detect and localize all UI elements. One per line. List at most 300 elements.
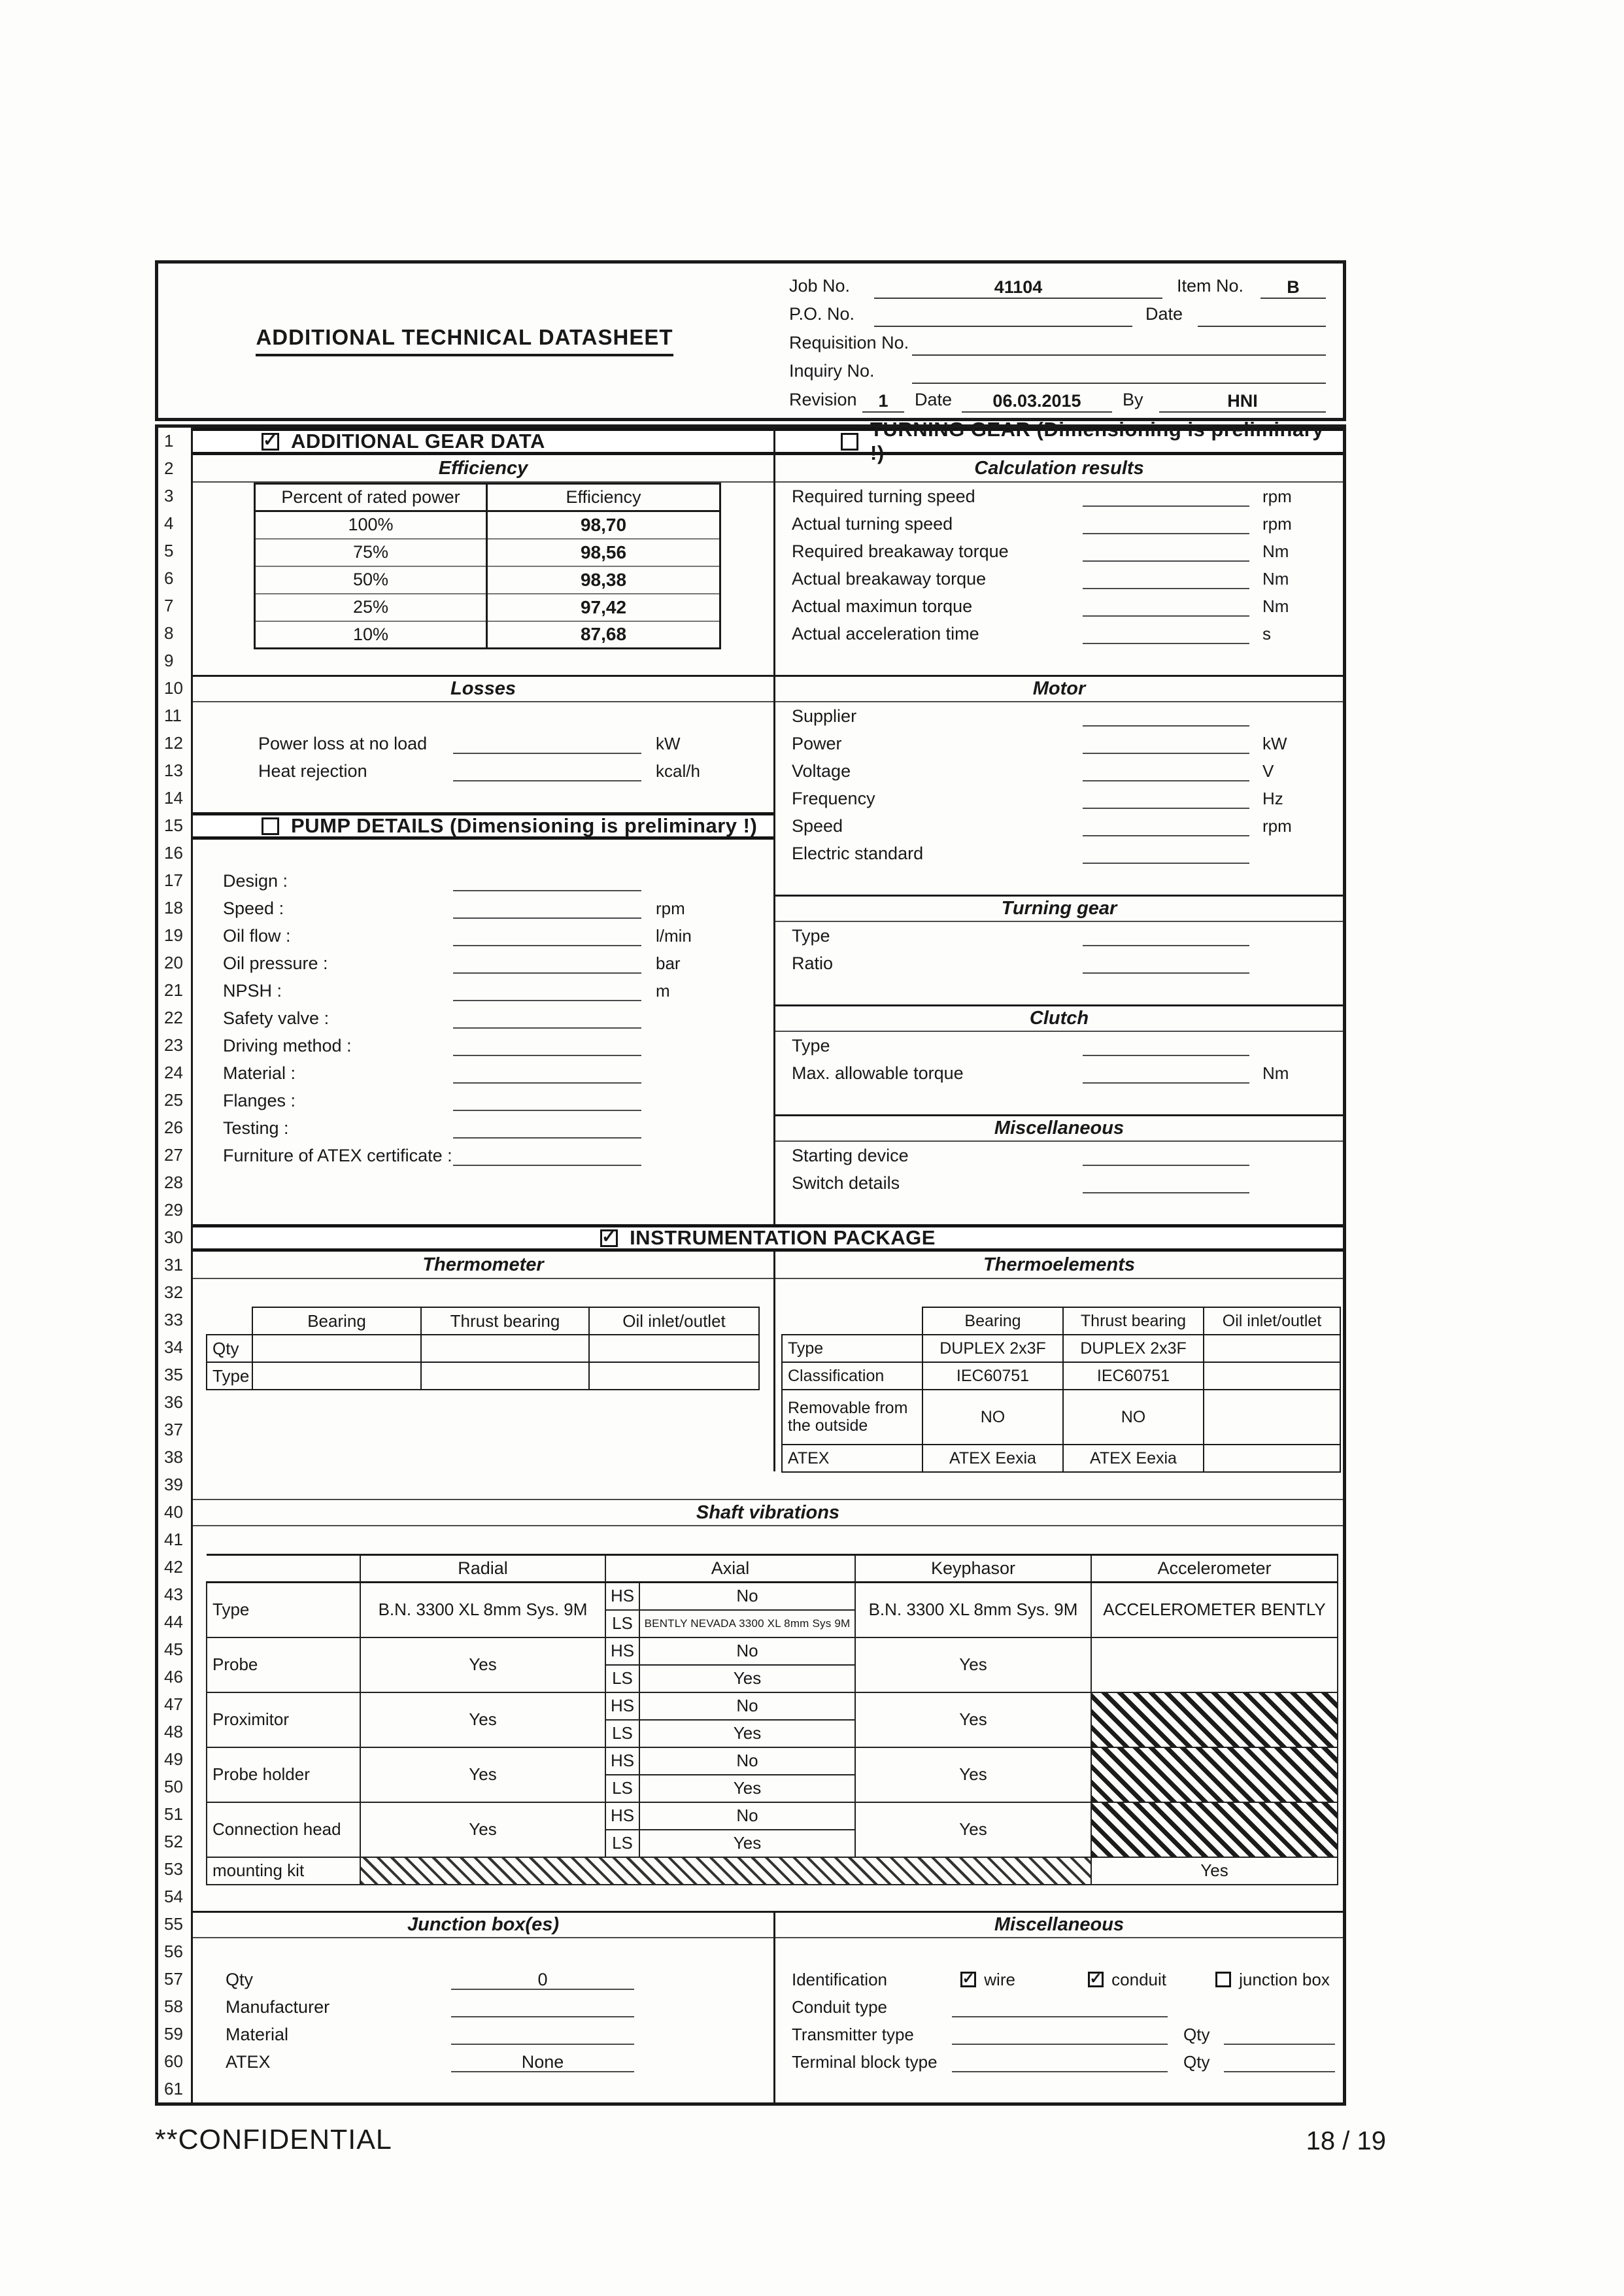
row-number: 25	[164, 1090, 183, 1110]
calculation-results-rows	[775, 483, 1343, 647]
row-number: 59	[164, 2023, 183, 2044]
hs-cell: HS	[605, 1802, 639, 1830]
field-label: Ratio	[792, 953, 834, 973]
row-number: 48	[164, 1721, 183, 1741]
checkbox-icon	[841, 433, 858, 451]
form-row	[193, 1114, 773, 1142]
confidential-stamp: **CONFIDENTIAL	[155, 2124, 392, 2155]
section-bar-turning-gear	[775, 418, 1343, 464]
miscellaneous-title: Miscellaneous	[775, 1114, 1343, 1142]
field-label: Speed :	[223, 898, 284, 918]
row-number: 31	[164, 1255, 183, 1275]
clutch-title: Clutch	[775, 1004, 1343, 1032]
field-label: Max. allowable torque	[792, 1063, 964, 1083]
value-cell: No	[639, 1692, 855, 1720]
option-label: conduit	[1111, 1969, 1167, 1989]
terminal-block-row	[775, 2048, 1343, 2076]
form-row	[775, 702, 1343, 730]
hs-cell: HS	[605, 1692, 639, 1720]
value-cell: DUPLEX 2x3F	[1063, 1335, 1204, 1362]
po-no-value	[874, 303, 1132, 327]
row-number: 34	[164, 1337, 183, 1357]
thermoelements-row: ATEX ATEX Eexia ATEX Eexia	[782, 1445, 1340, 1472]
row-number: 26	[164, 1118, 183, 1138]
column-header: Thrust bearing	[1063, 1307, 1204, 1335]
requisition-value	[912, 332, 1326, 356]
value-cell: IEC60751	[922, 1362, 1063, 1390]
unit-label: l/min	[656, 925, 692, 946]
field-label: Identification	[792, 1969, 887, 1989]
blank-field	[453, 730, 641, 757]
ls-cell: LS	[605, 1610, 639, 1637]
header-row-job	[789, 270, 1326, 299]
blank-field	[1083, 565, 1249, 592]
form-row	[193, 922, 773, 950]
value-cell: Yes	[855, 1637, 1091, 1692]
row-number: 20	[164, 953, 183, 973]
blank-field	[952, 2048, 1168, 2076]
row-number: 51	[164, 1804, 183, 1824]
by-value: HNI	[1159, 389, 1326, 413]
value-cell: NO	[922, 1390, 1063, 1445]
value-cell: Yes	[360, 1692, 605, 1747]
form-row	[193, 867, 773, 895]
field-label: Electric standard	[792, 843, 924, 863]
row-number: 61	[164, 2078, 183, 2099]
revision-value: 1	[862, 389, 904, 413]
value-cell: Yes	[360, 1747, 605, 1802]
blank-field	[1083, 510, 1249, 538]
section-bar-label: TURNING GEAR (Dimensioning is preliminary !)	[870, 418, 1324, 464]
inquiry-value	[912, 360, 1326, 384]
value-cell: ATEX Eexia	[922, 1445, 1063, 1472]
value-cell: No	[639, 1637, 855, 1665]
blank-field	[1083, 730, 1249, 757]
row-number: 33	[164, 1309, 183, 1329]
efficiency-cell: 98,56	[487, 539, 720, 566]
percent-cell: 10%	[255, 621, 487, 649]
ls-cell: LS	[605, 1665, 639, 1692]
row-number: 45	[164, 1639, 183, 1659]
blank-field	[1224, 2048, 1335, 2076]
row-number: 53	[164, 1859, 183, 1879]
ls-cell: LS	[605, 1775, 639, 1802]
form-content	[193, 418, 1343, 2102]
row-number: 40	[164, 1501, 183, 1522]
row-label: Type	[207, 1362, 252, 1390]
efficiency-col-header: Efficiency	[487, 484, 720, 511]
ls-cell: LS	[605, 1720, 639, 1747]
value-cell: No	[639, 1747, 855, 1775]
losses-rows	[193, 730, 773, 785]
hatched-cell	[1091, 1802, 1338, 1857]
row-number: 43	[164, 1584, 183, 1604]
row-number: 27	[164, 1145, 183, 1165]
efficiency-col-header: Percent of rated power	[255, 484, 487, 511]
value-cell: IEC60751	[1063, 1362, 1204, 1390]
row-number: 9	[164, 651, 174, 671]
pump-rows	[193, 867, 773, 1169]
form-row	[775, 538, 1343, 565]
form-row	[775, 483, 1343, 510]
miscellaneous-bottom-rows	[775, 1966, 1343, 2076]
value-cell: Yes	[855, 1692, 1091, 1747]
value-cell	[589, 1335, 759, 1362]
row-number: 41	[164, 1529, 183, 1549]
blank-field	[1083, 1169, 1249, 1197]
blank-field	[1083, 620, 1249, 647]
turning-gear-subtitle: Turning gear	[775, 895, 1343, 922]
percent-cell: 50%	[255, 566, 487, 594]
blank-field	[453, 922, 641, 950]
row-number: 3	[164, 486, 174, 506]
form-row	[775, 620, 1343, 647]
efficiency-cell: 97,42	[487, 594, 720, 621]
row-number: 60	[164, 2051, 183, 2071]
value-cell: ATEX Eexia	[1063, 1445, 1204, 1472]
column-header: Bearing	[922, 1307, 1063, 1335]
row-number: 10	[164, 678, 183, 698]
form-row	[193, 1993, 773, 2021]
date-value	[1198, 303, 1326, 327]
hatched-cell	[360, 1857, 1091, 1885]
row-number: 17	[164, 870, 183, 891]
blank-field	[1083, 812, 1249, 840]
row-number: 46	[164, 1666, 183, 1687]
rev-date-value: 06.03.2015	[962, 389, 1112, 413]
row-number: 8	[164, 623, 174, 643]
blank-field	[453, 895, 641, 922]
unit-label: rpm	[1262, 513, 1292, 534]
form-row	[775, 730, 1343, 757]
motor-rows	[775, 702, 1343, 867]
shaft-row-probe: Probe Yes HS No Yes	[207, 1637, 1338, 1665]
form-row	[775, 1169, 1343, 1197]
value-cell: DUPLEX 2x3F	[922, 1335, 1063, 1362]
form-row	[775, 840, 1343, 867]
checkbox-icon	[262, 433, 279, 451]
unit-label: Nm	[1262, 596, 1289, 616]
efficiency-row	[255, 621, 720, 649]
blank-field	[1083, 1032, 1249, 1059]
checkbox-icon	[262, 817, 279, 835]
row-number: 49	[164, 1749, 183, 1769]
row-number: 44	[164, 1611, 183, 1632]
efficiency-row	[255, 594, 720, 621]
value-cell: BENTLY NEVADA 3300 XL 8mm Sys 9M	[639, 1610, 855, 1637]
value-cell: NO	[1063, 1390, 1204, 1445]
row-number: 57	[164, 1968, 183, 1989]
unit-label: kW	[1262, 733, 1287, 753]
row-number: 24	[164, 1063, 183, 1083]
header-row-revision	[789, 384, 1326, 413]
row-number: 54	[164, 1886, 183, 1906]
value-cell: Yes	[639, 1720, 855, 1747]
form-row	[193, 1966, 773, 1993]
form-row	[775, 1142, 1343, 1169]
blank-field	[1083, 950, 1249, 977]
item-no-value: B	[1260, 275, 1326, 299]
field-label: Oil flow :	[223, 925, 291, 946]
hatched-cell	[1091, 1692, 1338, 1747]
conduit-type-row	[775, 1993, 1343, 2021]
hs-cell: HS	[605, 1747, 639, 1775]
rev-date-label: Date	[915, 389, 953, 409]
empty-cell	[207, 1555, 360, 1583]
row-number: 42	[164, 1556, 183, 1577]
field-label: Driving method :	[223, 1035, 352, 1055]
form-row	[775, 565, 1343, 592]
value-cell: Yes	[855, 1747, 1091, 1802]
losses-title: Losses	[193, 675, 773, 702]
row-number: 16	[164, 843, 183, 863]
blank-field	[1083, 483, 1249, 510]
value-field: None	[451, 2048, 634, 2076]
row-number: 12	[164, 733, 183, 753]
field-label: Manufacturer	[226, 1996, 330, 2017]
field-label: NPSH :	[223, 980, 282, 1001]
blank-field	[1083, 538, 1249, 565]
percent-cell: 75%	[255, 539, 487, 566]
blank-field	[1083, 785, 1249, 812]
form-row	[775, 922, 1343, 950]
form-row	[775, 1032, 1343, 1059]
field-label: Material	[226, 2024, 289, 2044]
form-row	[775, 592, 1343, 620]
column-header: Thrust bearing	[421, 1307, 589, 1335]
form-row	[193, 1004, 773, 1032]
row-number: 15	[164, 815, 183, 836]
value-cell: Yes	[639, 1665, 855, 1692]
shaft-row-proximitor: Proximitor Yes HS No Yes	[207, 1692, 1338, 1720]
blank-field	[453, 1004, 641, 1032]
value-cell: Yes	[360, 1802, 605, 1857]
form-row	[193, 757, 773, 785]
efficiency-cell: 98,38	[487, 566, 720, 594]
checkbox-icon	[600, 1229, 618, 1247]
shaft-row-connection-head: Connection head Yes HS No Yes	[207, 1802, 1338, 1830]
row-number: 38	[164, 1447, 183, 1467]
by-label: By	[1123, 389, 1143, 409]
hs-cell: HS	[605, 1583, 639, 1610]
requisition-label: Requisition No.	[789, 332, 909, 352]
identification-option	[1088, 1970, 1215, 1990]
blank-field	[453, 1114, 641, 1142]
field-label: Heat rejection	[258, 761, 367, 781]
blank-field	[453, 1032, 641, 1059]
unit-label: s	[1262, 623, 1271, 643]
value-cell: Yes	[1091, 1857, 1338, 1885]
page-number: 18 / 19	[1306, 2127, 1386, 2155]
row-number: 23	[164, 1035, 183, 1055]
form-row	[775, 510, 1343, 538]
hs-cell: HS	[605, 1637, 639, 1665]
value-cell: B.N. 3300 XL 8mm Sys. 9M	[360, 1583, 605, 1637]
unit-label: Nm	[1262, 1063, 1289, 1083]
empty-cell	[782, 1307, 922, 1335]
identification-option	[1215, 1970, 1343, 1990]
field-label: Voltage	[792, 761, 851, 781]
field-label: Actual maximun torque	[792, 596, 973, 616]
efficiency-cell: 98,70	[487, 511, 720, 539]
row-number: 36	[164, 1392, 183, 1412]
form-row	[775, 1059, 1343, 1087]
transmitter-type-row	[775, 2021, 1343, 2048]
identification-option	[960, 1970, 1088, 1990]
value-cell: No	[639, 1802, 855, 1830]
form-row	[193, 730, 773, 757]
form-row	[193, 1142, 773, 1169]
field-label: Required turning speed	[792, 486, 975, 506]
field-label: Oil pressure :	[223, 953, 328, 973]
value-field	[451, 1993, 634, 2021]
form-row	[775, 812, 1343, 840]
column-header: Oil inlet/outlet	[1204, 1307, 1340, 1335]
shaft-row-type: Type B.N. 3300 XL 8mm Sys. 9M HS No B.N. 3300 XL 8mm Sys. 9M ACCELEROMETER BENTLY	[207, 1583, 1338, 1610]
row-number: 11	[164, 706, 182, 726]
unit-label: m	[656, 980, 670, 1001]
form-row	[193, 977, 773, 1004]
form-row	[193, 950, 773, 977]
date-label: Date	[1145, 304, 1183, 324]
row-number: 30	[164, 1227, 183, 1248]
column-header: Accelerometer	[1091, 1555, 1338, 1583]
shaft-vibrations-title: Shaft vibrations	[193, 1499, 1343, 1526]
shaft-row-probe-holder: Probe holder Yes HS No Yes	[207, 1747, 1338, 1775]
efficiency-title: Efficiency	[193, 455, 773, 483]
field-label: Speed	[792, 815, 843, 836]
column-divider	[773, 1252, 775, 1471]
field-label: ATEX	[226, 2051, 271, 2072]
blank-field	[453, 867, 641, 895]
junction-box-title: Junction box(es)	[193, 1911, 773, 1938]
blank-field	[453, 757, 641, 785]
thermoelements-row: Removable from the outside NO NO	[782, 1390, 1340, 1445]
empty-cell	[207, 1307, 252, 1335]
value-cell	[1204, 1445, 1340, 1472]
header-fields	[771, 264, 1343, 418]
blank-field	[1083, 702, 1249, 730]
value-cell: No	[639, 1583, 855, 1610]
value-cell: B.N. 3300 XL 8mm Sys. 9M	[855, 1583, 1091, 1637]
field-label: Terminal block type	[792, 2051, 938, 2072]
efficiency-row	[255, 539, 720, 566]
row-number: 29	[164, 1200, 183, 1220]
item-no-label: Item No.	[1177, 275, 1244, 296]
row-number: 6	[164, 568, 174, 589]
field-label: Conduit type	[792, 1996, 887, 2017]
value-cell: Yes	[855, 1802, 1091, 1857]
thermoelements-title: Thermoelements	[775, 1252, 1343, 1279]
header-row-inquiry	[789, 356, 1326, 385]
form-row	[193, 1087, 773, 1114]
clutch-rows	[775, 1032, 1343, 1087]
revision-label: Revision	[789, 389, 857, 409]
efficiency-table	[254, 483, 721, 649]
row-number: 2	[164, 458, 174, 479]
column-header: Oil inlet/outlet	[589, 1307, 759, 1335]
row-number: 35	[164, 1364, 183, 1384]
value-cell: Yes	[639, 1775, 855, 1802]
field-label: Transmitter type	[792, 2024, 914, 2044]
section-bar-additional-gear-data	[193, 428, 773, 455]
blank-field	[453, 1087, 641, 1114]
row-number: 58	[164, 1996, 183, 2016]
form-row	[193, 895, 773, 922]
field-label: Actual acceleration time	[792, 623, 979, 643]
unit-label: Nm	[1262, 568, 1289, 589]
value-cell	[421, 1362, 589, 1390]
blank-field	[1083, 1059, 1249, 1087]
po-no-label: P.O. No.	[789, 304, 855, 324]
title-cell	[158, 264, 771, 418]
value-field	[451, 2021, 634, 2048]
field-label: Power loss at no load	[258, 733, 428, 753]
field-label: Actual turning speed	[792, 513, 953, 534]
value-cell: ACCELEROMETER BENTLY	[1091, 1583, 1338, 1637]
blank-field	[453, 1142, 641, 1169]
blank-field	[1083, 840, 1249, 867]
field-label: Switch details	[792, 1173, 900, 1193]
value-cell	[1204, 1335, 1340, 1362]
calculation-results-title: Calculation results	[775, 455, 1343, 483]
section-bar-pump-details	[193, 812, 773, 840]
form-row	[775, 950, 1343, 977]
checkbox-icon	[1088, 1972, 1104, 1987]
column-header: Bearing	[252, 1307, 421, 1335]
row-label: Qty	[207, 1335, 252, 1362]
row-number: 50	[164, 1776, 183, 1796]
value-cell	[1091, 1637, 1338, 1692]
blank-field	[453, 1059, 641, 1087]
checkbox-icon	[1215, 1972, 1231, 1987]
row-number: 37	[164, 1419, 183, 1439]
row-number: 55	[164, 1913, 183, 1934]
qty-label: Qty	[1183, 2024, 1210, 2044]
blank-field	[1083, 757, 1249, 785]
field-label: Required breakaway torque	[792, 541, 1009, 561]
section-bar-label: INSTRUMENTATION PACKAGE	[630, 1226, 936, 1249]
value-cell: Yes	[360, 1637, 605, 1692]
field-label: Actual breakaway torque	[792, 568, 987, 589]
page-title: ADDITIONAL TECHNICAL DATASHEET	[256, 325, 673, 356]
form-row	[193, 1032, 773, 1059]
efficiency-row	[255, 511, 720, 539]
thermometer-row	[207, 1335, 759, 1362]
field-label: Frequency	[792, 788, 875, 808]
efficiency-row	[255, 566, 720, 594]
miscellaneous-rows	[775, 1142, 1343, 1197]
form-row	[775, 785, 1343, 812]
form-row	[193, 1059, 773, 1087]
row-number: 39	[164, 1474, 183, 1494]
option-label: junction box	[1239, 1969, 1330, 1989]
row-number: 13	[164, 761, 183, 781]
field-label: Supplier	[792, 706, 857, 726]
form-row	[193, 2021, 773, 2048]
ls-cell: LS	[605, 1830, 639, 1857]
qty-label: Qty	[1183, 2051, 1210, 2072]
header-row-requisition	[789, 327, 1326, 356]
header-box	[155, 260, 1346, 421]
row-number: 5	[164, 541, 174, 561]
row-number: 4	[164, 513, 174, 534]
column-header: Radial	[360, 1555, 605, 1583]
shaft-vibrations-table	[206, 1554, 1338, 1885]
row-number: 28	[164, 1173, 183, 1193]
unit-label: V	[1262, 761, 1274, 781]
row-number: 56	[164, 1941, 183, 1961]
